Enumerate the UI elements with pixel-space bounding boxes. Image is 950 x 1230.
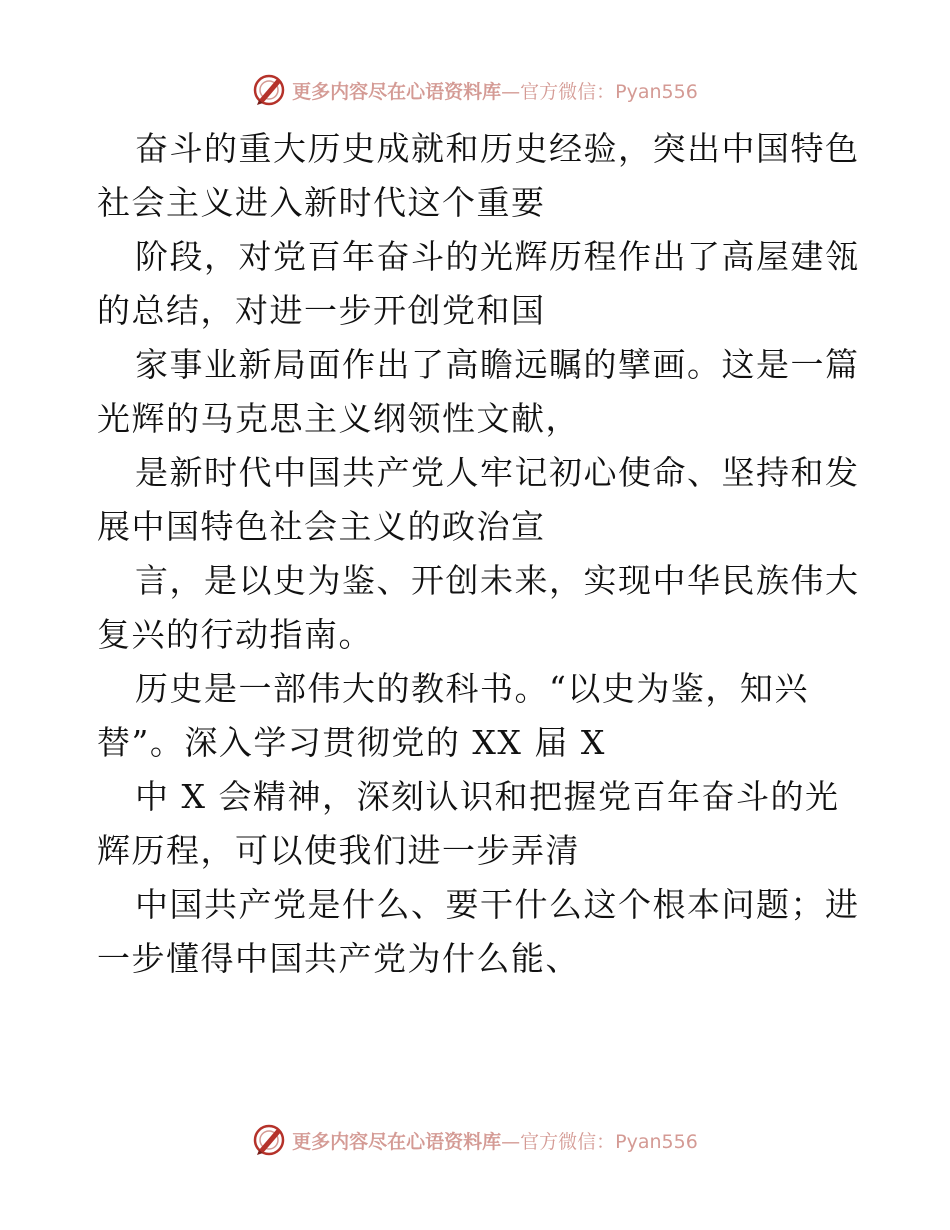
text-line: 复兴的行动指南。 bbox=[97, 615, 373, 654]
text-line: 社会主义进入新时代这个重要 bbox=[97, 183, 546, 222]
text-line: 的总结，对进一步开创党和国 bbox=[97, 291, 546, 330]
text-line: 中国共产党是什么、要干什么这个根本问题；进 bbox=[135, 885, 860, 924]
header-banner-wechat: —官方微信：Pyan556 bbox=[501, 80, 698, 103]
pen-logo-icon bbox=[252, 1123, 286, 1157]
footer-banner-wechat: —官方微信：Pyan556 bbox=[501, 1130, 698, 1153]
text-line: 中 X 会精神，深刻认识和把握党百年奋斗的光 bbox=[135, 777, 840, 816]
text-line: 替”。深入学习贯彻党的 XX 届 X bbox=[97, 723, 606, 762]
text-line: 辉历程，可以使我们进一步弄清 bbox=[97, 831, 580, 870]
text-line: 是新时代中国共产党人牢记初心使命、坚持和发 bbox=[135, 453, 860, 492]
document-body bbox=[97, 122, 860, 986]
header-banner bbox=[0, 70, 950, 110]
pen-logo-icon bbox=[252, 73, 286, 107]
text-line: 一步懂得中国共产党为什么能、 bbox=[97, 939, 580, 978]
footer-banner-title: 更多内容尽在心语资料库 bbox=[292, 1130, 502, 1153]
text-line: 言，是以史为鉴、开创未来，实现中华民族伟大 bbox=[135, 561, 860, 600]
text-line: 光辉的马克思主义纲领性文献， bbox=[97, 399, 580, 438]
text-line: 历史是一部伟大的教科书。“以史为鉴，知兴 bbox=[135, 669, 809, 708]
text-line: 奋斗的重大历史成就和历史经验，突出中国特色 bbox=[135, 129, 860, 168]
text-line: 家事业新局面作出了高瞻远瞩的擘画。这是一篇 bbox=[135, 345, 860, 384]
header-banner-title: 更多内容尽在心语资料库 bbox=[292, 80, 502, 103]
text-line: 阶段，对党百年奋斗的光辉历程作出了高屋建瓴 bbox=[135, 237, 860, 276]
text-line: 展中国特色社会主义的政治宣 bbox=[97, 507, 546, 546]
footer-banner bbox=[0, 1120, 950, 1160]
